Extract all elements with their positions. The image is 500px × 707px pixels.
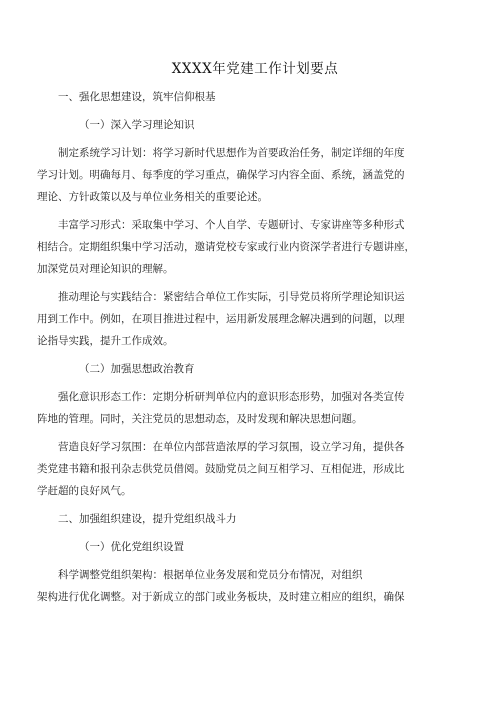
paragraph-line: 学赶超的良好风气。 xyxy=(37,485,132,497)
subsection-heading-2-1: （一）优化党组织设置 xyxy=(79,541,184,553)
paragraph-line: 相结合。定期组织集中学习活动，邀请党校专家或行业内资深学者进行专题讲座， xyxy=(37,241,415,253)
paragraph-ideology xyxy=(37,386,452,430)
paragraph-line: 强化意识形态工作：定期分析研判单位内的意识形态形势，加强对各类宣传 xyxy=(58,391,405,403)
document-title: XXXX年党建工作计划要点 xyxy=(171,61,339,77)
paragraph-line: 加深党员对理论知识的理解。 xyxy=(37,263,174,275)
subsection-heading-1-1: （一）深入学习理论知识 xyxy=(79,119,195,131)
paragraph-atmosphere xyxy=(37,436,452,502)
paragraph-line: 丰富学习形式：采取集中学习、个人自学、专题研讨、专家讲座等多种形式 xyxy=(58,219,405,231)
subsection-heading-1-2: （二）加强思想政治教育 xyxy=(79,363,195,375)
paragraph-study-plan xyxy=(37,142,452,208)
paragraph-org-structure xyxy=(37,564,452,608)
paragraph-line: 论指导实践，提升工作成效。 xyxy=(37,335,174,347)
paragraph-line: 科学调整党组织架构：根据单位业务发展和党员分布情况，对组织 xyxy=(58,569,363,581)
paragraph-line: 推动理论与实践结合：紧密结合单位工作实际，引导党员将所学理论知识运 xyxy=(58,291,405,303)
paragraph-line: 营造良好学习氛围：在单位内部营造浓厚的学习氛围，设立学习角，提供各 xyxy=(58,441,405,453)
paragraph-line: 类党建书籍和报刊杂志供党员借阅。鼓励党员之间互相学习、互相促进，形成比 xyxy=(37,463,405,475)
paragraph-line: 理论、方针政策以及与单位业务相关的重要论述。 xyxy=(37,191,268,203)
paragraph-theory-practice xyxy=(37,286,452,352)
paragraph-line: 架构进行优化调整。对于新成立的部门或业务板块，及时建立相应的组织，确保 xyxy=(37,591,405,603)
paragraph-line: 阵地的管理。同时，关注党员的思想动态，及时发现和解决思想问题。 xyxy=(37,413,363,425)
paragraph-line: 用到工作中。例如，在项目推进过程中，运用新发展理念解决遇到的问题，以理 xyxy=(37,313,405,325)
section-heading-1: 一、强化思想建设，筑牢信仰根基 xyxy=(58,91,216,103)
section-heading-2: 二、加强组织建设，提升党组织战斗力 xyxy=(58,513,237,525)
paragraph-line: 学习计划。明确每月、每季度的学习重点，确保学习内容全面、系统，涵盖党的 xyxy=(37,169,405,181)
paragraph-line: 制定系统学习计划：将学习新时代思想作为首要政治任务，制定详细的年度 xyxy=(58,147,405,159)
paragraph-study-forms xyxy=(37,214,452,280)
